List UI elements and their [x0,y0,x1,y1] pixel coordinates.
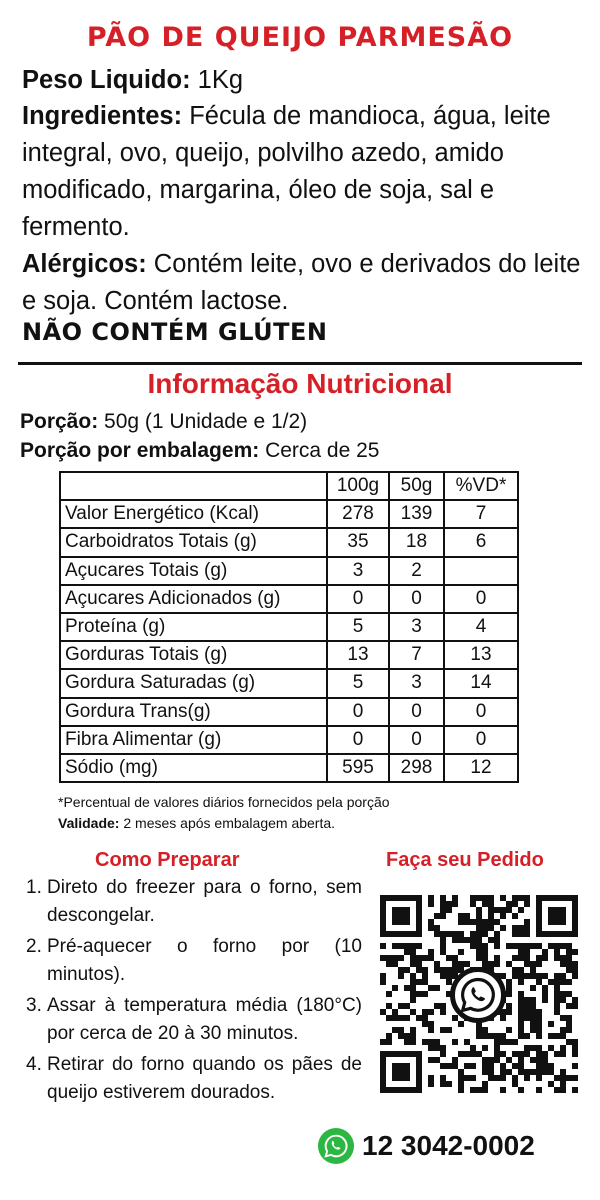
nutrient-value-cell: 7 [389,641,444,669]
nutrient-value-cell: 3 [389,669,444,697]
nutrient-value-cell: 12 [444,754,518,782]
nutrient-value-cell: 0 [327,726,389,754]
section-divider [18,362,582,365]
peso-label: Peso Liquido: [22,66,191,94]
como-preparar-title: Como Preparar [95,849,240,871]
nutrient-name-cell: Açucares Totais (g) [60,557,327,585]
validade-line [58,815,335,831]
nutrient-name-cell: Gorduras Totais (g) [60,641,327,669]
nutrient-name-cell: Fibra Alimentar (g) [60,726,327,754]
step-text: Direto do freezer para o forno, sem descongelar. [47,877,362,926]
nutrient-value-cell: 7 [444,500,518,528]
table-row [60,669,518,697]
nutrient-value-cell: 100g [327,472,389,500]
nutrition-table [59,471,519,783]
phone-number[interactable]: 12 3042-0002 [362,1130,535,1161]
table-row [60,641,518,669]
porcao-embalagem-value: Cerca de 25 [265,439,380,462]
nutrient-name-cell: Gordura Trans(g) [60,698,327,726]
nutrient-value-cell: 278 [327,500,389,528]
list-item [26,992,362,1048]
nutrient-value-cell: 139 [389,500,444,528]
table-row [60,585,518,613]
step-text: Pré-aquecer o forno por (10 minutos). [47,936,362,985]
list-item [26,1051,362,1107]
table-row [60,726,518,754]
ingredientes-label: Ingredientes: [22,102,183,130]
nutrient-value-cell: 595 [327,754,389,782]
nutrient-value-cell: 0 [327,585,389,613]
table-row [60,500,518,528]
nutrient-value-cell: 50g [389,472,444,500]
nutrient-value-cell: 5 [327,613,389,641]
porcao-label: Porção: [20,410,99,433]
nutrient-value-cell: 13 [327,641,389,669]
peso-value: 1Kg [197,66,244,94]
nutrient-value-cell: 5 [327,669,389,697]
nutrition-table-body [60,472,518,782]
nutrient-value-cell: 3 [327,557,389,585]
list-item [26,933,362,989]
porcao-embalagem-label: Porção por embalagem: [20,439,260,462]
nutrient-value-cell: 4 [444,613,518,641]
product-title: PÃO DE QUEIJO PARMESÃO [86,22,514,53]
porcao-value: 50g (1 Unidade e 1/2) [104,410,308,433]
step-text: Assar à temperatura média (180°C) por cerca de 20 à 30 minutos. [47,995,362,1044]
validade-label: Validade: [58,815,120,831]
nutrient-name-cell: Valor Energético (Kcal) [60,500,327,528]
nutrient-value-cell: 35 [327,528,389,556]
ingredientes-value: Fécula de mandioca, água, leite integral, ovo, queijo, polvilho azedo, amido modificado, margarina, óleo de soja, sal e fermento. [22,102,551,241]
list-item [26,874,362,930]
nutrient-name-cell: Proteína (g) [60,613,327,641]
alergicos-value: Contém leite, ovo e derivados do leite e soja. Contém lactose. [22,250,581,315]
qr-whatsapp-badge [450,967,506,1023]
table-row [60,557,518,585]
whatsapp-phone-icon [318,1128,354,1164]
nutrient-value-cell: 0 [444,726,518,754]
nutrient-value-cell: 2 [389,557,444,585]
alergicos-paragraph [22,246,582,320]
step-number: 3. [26,995,42,1016]
nutrient-name-cell: Sódio (mg) [60,754,327,782]
nutrient-value-cell: 3 [389,613,444,641]
faca-pedido-title: Faça seu Pedido [386,849,544,871]
nutrient-value-cell: 298 [389,754,444,782]
table-row [60,698,518,726]
porcao-embalagem-line [20,439,379,463]
nutrient-value-cell: 14 [444,669,518,697]
peso-line [22,62,582,99]
gluten-warning: NÃO CONTÉM GLÚTEN [22,318,328,346]
table-row [60,754,518,782]
whatsapp-icon [459,976,497,1014]
ingredientes-paragraph [22,98,582,246]
nutrient-value-cell: 0 [389,585,444,613]
nutrition-title: Informação Nutricional [147,368,453,399]
nutrient-value-cell [444,557,518,585]
table-header-row [60,472,518,500]
nutrient-name-cell [60,472,327,500]
footnote: *Percentual de valores diários fornecidos pela porção [58,794,390,810]
table-row [60,528,518,556]
nutrient-name-cell: Açucares Adicionados (g) [60,585,327,613]
nutrient-name-cell: Carboidratos Totais (g) [60,528,327,556]
validade-value: 2 meses após embalagem aberta. [123,815,336,831]
nutrient-value-cell: %VD* [444,472,518,500]
phone-row[interactable] [318,1128,535,1164]
step-number: 1. [26,877,42,898]
nutrient-name-cell: Gordura Saturadas (g) [60,669,327,697]
porcao-line [20,410,307,434]
nutrient-value-cell: 0 [389,726,444,754]
nutrient-value-cell: 0 [327,698,389,726]
whatsapp-glyph-icon [323,1133,349,1159]
nutrient-value-cell: 13 [444,641,518,669]
nutrient-value-cell: 0 [389,698,444,726]
step-text: Retirar do forno quando os pães de queijo estiverem dourados. [47,1054,362,1103]
nutrient-value-cell: 18 [389,528,444,556]
step-number: 4. [26,1054,42,1075]
step-number: 2. [26,936,42,957]
nutrient-value-cell: 0 [444,585,518,613]
table-row [60,613,518,641]
nutrient-value-cell: 6 [444,528,518,556]
alergicos-label: Alérgicos: [22,250,147,278]
nutrient-value-cell: 0 [444,698,518,726]
preparo-steps-list [26,874,362,1110]
